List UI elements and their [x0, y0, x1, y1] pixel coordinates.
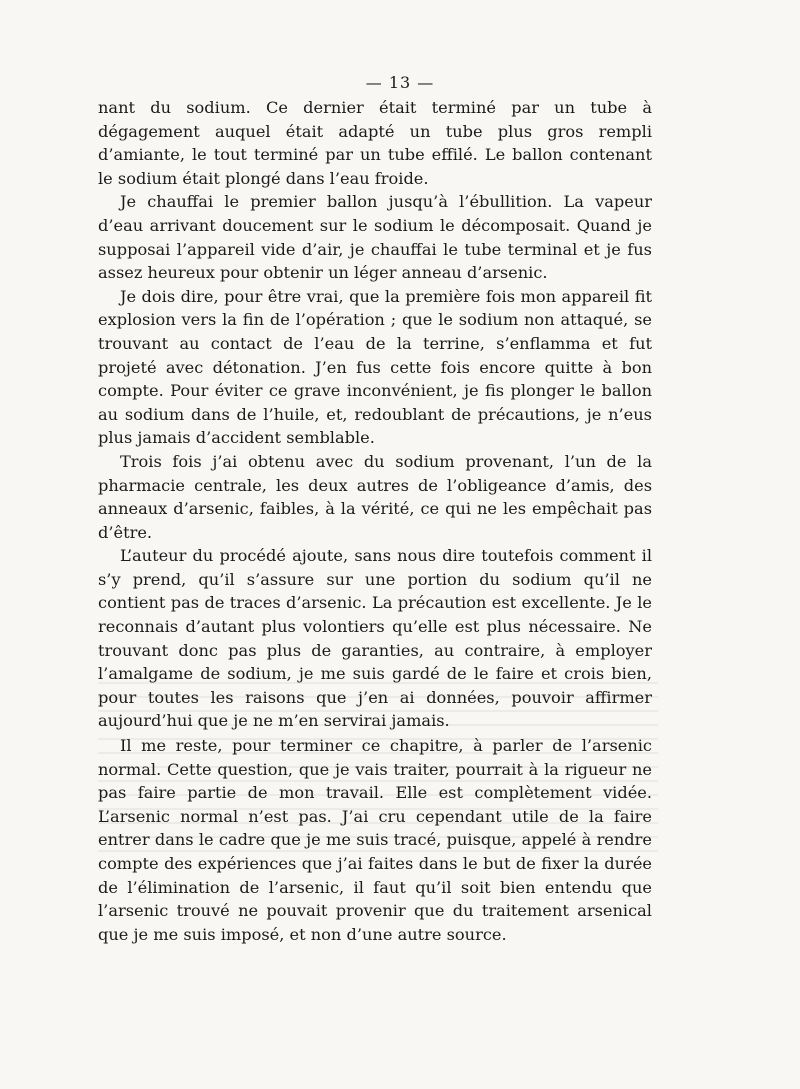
page-number: — 13 —	[365, 73, 435, 92]
paragraph-2: Je chauffai le premier ballon jusqu’à l’ébullition. La vapeur d’eau arrivant doucement sur le sodium le décomposait. Quand je supposai l’appareil vide d’air, je chauffai le tube terminal et je fus assez heureux pour obtenir un léger anneau d’arsenic.	[98, 192, 652, 283]
paragraph-5: L’auteur du procédé ajoute, sans nous dire toutefois comment il s’y prend, qu’il s’assure sur une portion du sodium qu’il ne contient pas de traces d’arsenic. La précaution est excellente. Je le reconnais d’autant plus volontiers qu’elle est plus nécessaire. Ne trouvant donc pas plus de garanties, au contraire, à employer l’amalgame de sodium, je me suis gardé de le faire et crois bien, pour toutes les raisons que j’en ai données, pouvoir affirmer aujourd’hui que je ne m’en servirai jamais.	[98, 546, 652, 731]
paragraph-3: Je dois dire, pour être vrai, que la première fois mon appareil fit explosion vers la fin de l’opération ; que le sodium non attaqué, se trouvant au contact de l’eau de la terrine, s’enflamma et fut projeté avec détonation. J’en fus cette fois encore quitte à bon compte. Pour éviter ce grave inconvénient, je fis plonger le ballon au sodium dans de l’huile, et, redoublant de précautions, je n’eus plus jamais d’accident semblable.	[98, 286, 652, 448]
paragraph-1: nant du sodium. Ce dernier était terminé par un tube à dégagement auquel était adapté un tube plus gros rempli d’amiante, le tout terminé par un tube effilé. Le ballon contenant le sodium était plongé dans l’eau froide.	[98, 98, 652, 188]
main-text-block	[98, 96, 652, 733]
secondary-text-block	[98, 734, 652, 946]
paragraph-6: Il me reste, pour terminer ce chapitre, à parler de l’arsenic normal. Cette question, que je vais traiter, pourrait à la rigueur ne pas faire partie de mon travail. Elle est complètement vidée. L’arsenic normal n’est pas. J’ai cru cependant utile de la faire entrer dans le cadre que je me suis tracé, puisque, appelé à rendre compte des expériences que j’ai faites dans le but de fixer la durée de l’élimination de l’arsenic, il faut qu’il soit bien entendu que l’arsenic trouvé ne pouvait provenir que du traitement arsenical que je me suis imposé, et non d’une autre source.	[98, 736, 652, 944]
paragraph-4: Trois fois j’ai obtenu avec du sodium provenant, l’un de la pharmacie centrale, les deux autres de l’obligeance d’amis, des anneaux d’arsenic, faibles, à la vérité, ce qui ne les empêchait pas d’être.	[98, 451, 652, 542]
